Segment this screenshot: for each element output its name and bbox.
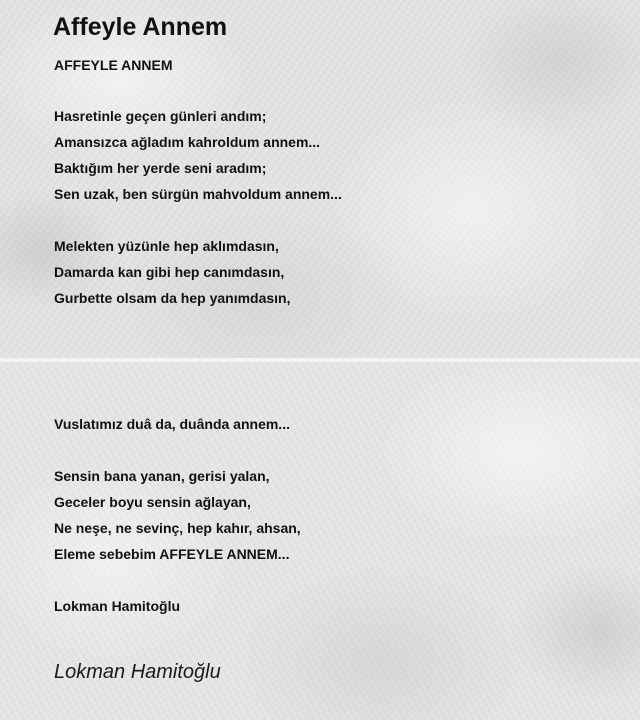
poem-line: Eleme sebebim AFFEYLE ANNEM... [54, 546, 290, 562]
poem-line: Hasretinle geçen günleri andım; [54, 108, 267, 124]
poem-line: Amansızca ağladım kahroldum annem... [54, 134, 321, 150]
poem-line: Geceler boyu sensin ağlayan, [54, 494, 251, 510]
poem-title: Affeyle Annem [53, 13, 228, 41]
poem-subtitle: AFFEYLE ANNEM [54, 57, 173, 73]
poem-line: Melekten yüzünle hep aklımdasın, [54, 238, 279, 254]
poem-line: Damarda kan gibi hep canımdasın, [54, 264, 285, 280]
poem-line: Ne neşe, ne sevinç, hep kahır, ahsan, [54, 520, 301, 536]
poem-line: Sensin bana yanan, gerisi yalan, [54, 468, 270, 484]
poem-line: Vuslatımız duâ da, duânda annem... [54, 416, 290, 432]
author-signature: Lokman Hamitoğlu [54, 661, 221, 683]
poem-author: Lokman Hamitoğlu [54, 598, 181, 614]
poem-line: Gurbette olsam da hep yanımdasın, [54, 290, 291, 306]
poem-line: Baktığım her yerde seni aradım; [54, 160, 267, 176]
poem-line: Sen uzak, ben sürgün mahvoldum annem... [54, 186, 342, 202]
